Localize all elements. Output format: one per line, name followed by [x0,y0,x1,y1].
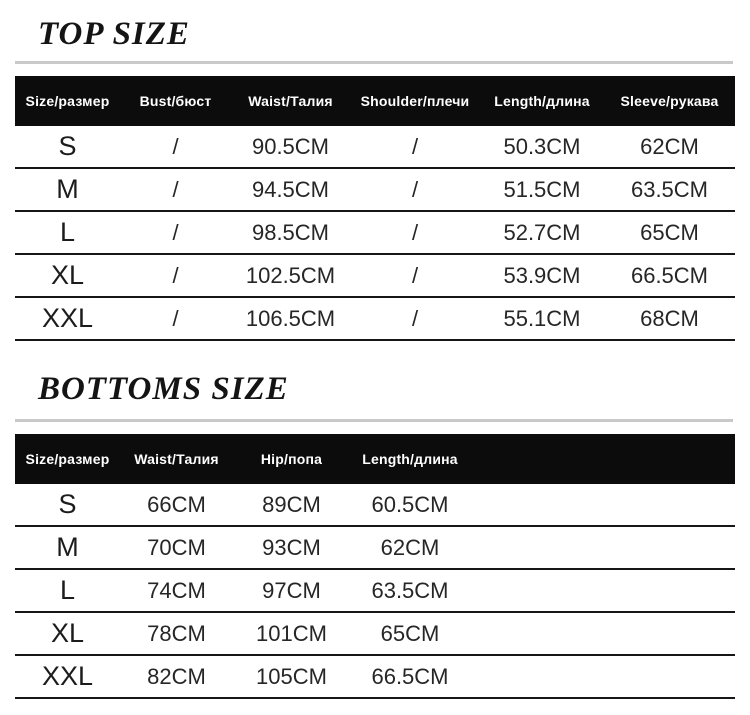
table-row [15,168,735,211]
column-header-waist: Waist/Талия [120,434,233,484]
waist-cell: 94.5CM [231,168,350,211]
table-row [15,126,735,168]
sleeve-cell: 65CM [604,211,735,254]
size-cell: XL [15,612,120,655]
size-cell: S [15,484,120,526]
sleeve-cell: 68CM [604,297,735,340]
table-row [15,211,735,254]
table-row [15,297,735,340]
table-row [15,254,735,297]
length-cell: 66.5CM [350,655,470,698]
top-title-divider [15,61,733,64]
waist-cell: 78CM [120,612,233,655]
column-header-length: Length/длина [480,76,604,126]
waist-cell: 106.5CM [231,297,350,340]
size-cell: M [15,526,120,569]
table-row [15,655,735,698]
column-header-shoulder: Shoulder/плечи [350,76,480,126]
bust-cell: / [120,254,231,297]
column-header-size: Size/размер [15,434,120,484]
sleeve-cell: 66.5CM [604,254,735,297]
column-header-bust: Bust/бюст [120,76,231,126]
hip-cell: 105CM [233,655,350,698]
waist-cell: 102.5CM [231,254,350,297]
header-filler [470,434,735,484]
length-cell: 50.3CM [480,126,604,168]
length-cell: 52.7CM [480,211,604,254]
waist-cell: 90.5CM [231,126,350,168]
bottoms-table-header-row [15,434,735,484]
table-row [15,569,735,612]
size-cell: S [15,126,120,168]
size-cell: XXL [15,655,120,698]
filler-cell [470,526,735,569]
bust-cell: / [120,297,231,340]
filler-cell [470,484,735,526]
size-cell: XXL [15,297,120,340]
column-header-size: Size/размер [15,76,120,126]
filler-cell [470,612,735,655]
hip-cell: 89CM [233,484,350,526]
waist-cell: 66CM [120,484,233,526]
bottoms-size-title: BOTTOMS SIZE [38,371,289,407]
top-size-title: TOP SIZE [38,16,190,52]
length-cell: 60.5CM [350,484,470,526]
hip-cell: 101CM [233,612,350,655]
top-table-header-row [15,76,735,126]
bust-cell: / [120,126,231,168]
table-row [15,526,735,569]
size-cell: M [15,168,120,211]
length-cell: 51.5CM [480,168,604,211]
shoulder-cell: / [350,297,480,340]
waist-cell: 74CM [120,569,233,612]
filler-cell [470,655,735,698]
shoulder-cell: / [350,254,480,297]
bust-cell: / [120,168,231,211]
waist-cell: 70CM [120,526,233,569]
column-header-waist: Waist/Талия [231,76,350,126]
column-header-length: Length/длина [350,434,470,484]
length-cell: 55.1CM [480,297,604,340]
bust-cell: / [120,211,231,254]
column-header-hip: Hip/попа [233,434,350,484]
column-header-sleeve: Sleeve/рукава [604,76,735,126]
length-cell: 53.9CM [480,254,604,297]
bottoms-title-divider [15,419,733,422]
table-row [15,484,735,526]
shoulder-cell: / [350,126,480,168]
size-cell: L [15,211,120,254]
hip-cell: 97CM [233,569,350,612]
waist-cell: 82CM [120,655,233,698]
sleeve-cell: 62CM [604,126,735,168]
size-cell: L [15,569,120,612]
hip-cell: 93CM [233,526,350,569]
length-cell: 62CM [350,526,470,569]
length-cell: 63.5CM [350,569,470,612]
size-cell: XL [15,254,120,297]
length-cell: 65CM [350,612,470,655]
shoulder-cell: / [350,168,480,211]
table-row [15,612,735,655]
bottoms-size-table [15,434,735,699]
top-size-table [15,76,735,341]
shoulder-cell: / [350,211,480,254]
sleeve-cell: 63.5CM [604,168,735,211]
waist-cell: 98.5CM [231,211,350,254]
filler-cell [470,569,735,612]
